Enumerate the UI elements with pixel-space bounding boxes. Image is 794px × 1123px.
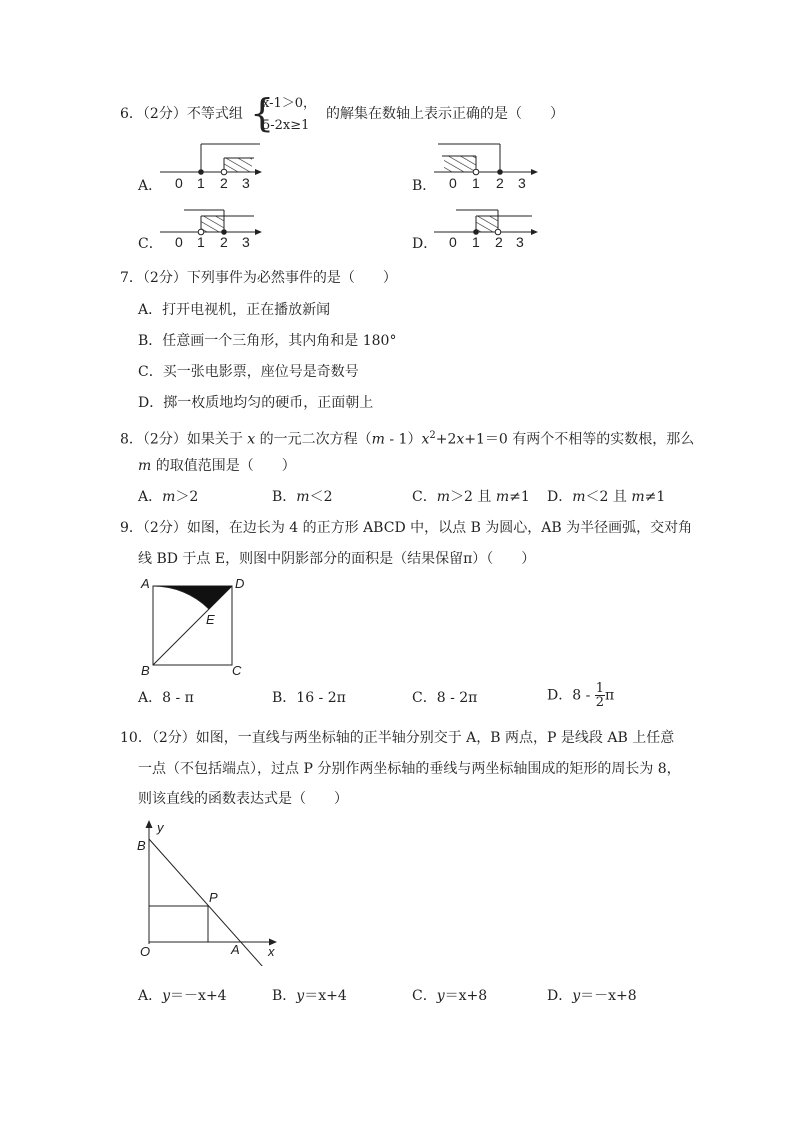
q8-option-b[interactable]: B．m＜2 (272, 489, 333, 505)
label-x: x (268, 944, 275, 959)
label-b: B (141, 663, 150, 678)
q6-tail: 的解集在数轴上表示正确的是（ ） (326, 106, 564, 122)
q6-option-a-number-line[interactable] (158, 140, 268, 192)
tick-0: 0 (449, 234, 457, 250)
q10-option-b[interactable]: B．y＝x+4 (272, 988, 347, 1004)
tick-2: 2 (495, 234, 503, 250)
q8-stem-line-2: m 的取值范围是（ ） (138, 458, 296, 474)
q10-option-d[interactable]: D．y＝－x+8 (547, 988, 637, 1004)
tick-3: 3 (518, 175, 526, 191)
q9-square-figure (136, 574, 252, 680)
q6-option-c-label[interactable]: C． (138, 236, 163, 252)
q10-option-c[interactable]: C．y＝x+8 (412, 988, 488, 1004)
q9-option-c[interactable]: C．8 - 2π (412, 690, 478, 706)
tick-3: 3 (516, 234, 524, 250)
tick-3: 3 (242, 234, 250, 250)
label-c: C (232, 663, 242, 678)
q8-option-c[interactable]: C．m＞2 且 m≠1 (412, 489, 530, 505)
q8-stem-line-1: 8．（2分）如果关于 x 的一元二次方程$(m - 1)x^2+2x+1=0$ 有两个不相等的实数根，那么 (120, 430, 695, 448)
q6-option-a-label[interactable]: A． (138, 178, 163, 194)
tick-2: 2 (220, 234, 228, 250)
tick-3: 3 (242, 175, 250, 191)
q8-option-d[interactable]: D．m＜2 且 m≠1 (547, 489, 666, 505)
q10-stem-line-2: 一点（不包括端点），过点 P 分别作两坐标轴的垂线与两坐标轴围成的矩形的周长为 8， (138, 761, 681, 777)
q6-head: 6．（2分）不等式组 (120, 106, 243, 122)
q6-system-line-1: x-1＞0， (262, 96, 317, 111)
label-p: P (209, 890, 218, 905)
tick-1: 1 (472, 234, 480, 250)
q10-stem-line-3: 则该直线的函数表达式是（ ） (138, 791, 348, 807)
q6-system-line-2: 5-2x≥1 (262, 118, 310, 133)
q7-option-d[interactable]: D．掷一枚质地均匀的硬币，正面朝上 (138, 395, 374, 411)
q10-coordinate-figure (130, 814, 290, 966)
tick-2: 2 (220, 175, 228, 191)
tick-1: 1 (197, 175, 205, 191)
q9-option-d[interactable]: D．8 - $\frac{1}{2}$ π (547, 681, 615, 710)
tick-2: 2 (496, 175, 504, 191)
q10-option-a[interactable]: A．y＝－x+4 (138, 988, 227, 1004)
q6-brace: { (250, 91, 275, 135)
q6-option-b-number-line[interactable] (432, 140, 544, 192)
label-b: B (137, 838, 146, 853)
tick-0: 0 (175, 234, 183, 250)
q7-option-b[interactable]: B．任意画一个三角形，其内角和是 180° (138, 333, 397, 349)
label-d: D (235, 576, 245, 591)
label-a: A (231, 942, 240, 957)
label-e: E (206, 612, 215, 627)
q6-option-b-label[interactable]: B． (412, 178, 437, 194)
q9-stem-line-2: 线 BD 于点 E，则图中阴影部分的面积是（结果保留π）（ ） (138, 551, 536, 567)
tick-0: 0 (175, 175, 183, 191)
label-y: y (157, 820, 164, 835)
tick-1: 1 (472, 175, 480, 191)
q9-stem-line-1: 9．（2分）如图，在边长为 4 的正方形 ABCD 中，以点 B 为圆心，AB 为半径画弧，交对角 (120, 520, 693, 536)
label-o: O (140, 944, 151, 959)
q10-stem-line-1: 10．（2分）如图，一直线与两坐标轴的正半轴分别交于 A，B 两点，P 是线段 AB 上任意 (120, 730, 675, 746)
q6-option-d-number-line[interactable] (432, 204, 544, 250)
q7-option-a[interactable]: A．打开电视机，正在播放新闻 (138, 302, 331, 318)
q9-option-a[interactable]: A．8 - π (138, 690, 194, 706)
q8-option-a[interactable]: A．m＞2 (138, 489, 199, 505)
tick-0: 0 (449, 175, 457, 191)
fraction-one-half: $\frac{1}{2}$ (595, 681, 605, 710)
q6-option-d-label[interactable]: D． (412, 236, 438, 252)
tick-1: 1 (197, 234, 205, 250)
q7-stem: 7．（2分）下列事件为必然事件的是（ ） (120, 270, 397, 286)
q6-option-c-number-line[interactable] (158, 204, 268, 250)
q7-option-c[interactable]: C．买一张电影票，座位号是奇数号 (138, 364, 359, 380)
label-a: A (141, 576, 150, 591)
q9-option-b[interactable]: B．16 - 2π (272, 690, 346, 706)
